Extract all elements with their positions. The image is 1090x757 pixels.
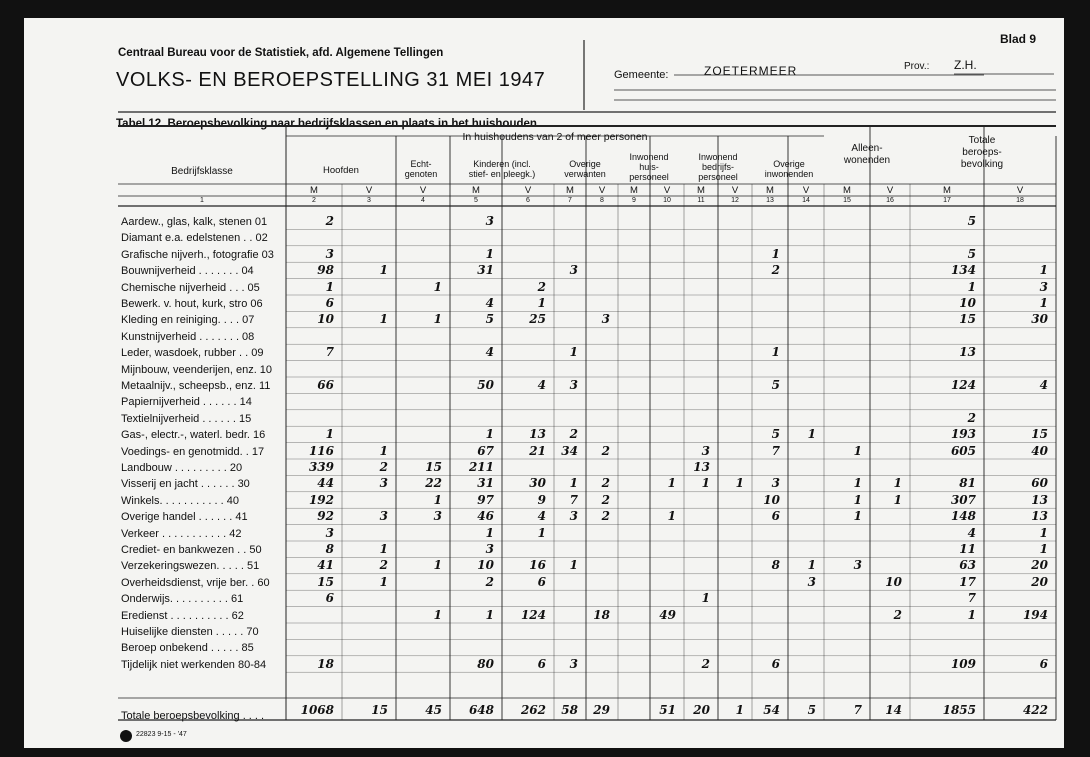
handwritten-value: 13	[693, 460, 710, 474]
handwritten-value: 16	[529, 558, 546, 573]
total-value: 5	[807, 703, 816, 717]
handwritten-value: 1	[967, 607, 976, 622]
handwritten-value: 5	[967, 246, 976, 261]
sex-subheader: M	[472, 185, 480, 196]
handwritten-value: 7	[967, 591, 976, 606]
column-number: 18	[1016, 197, 1024, 204]
handwritten-value: 1	[807, 427, 816, 442]
row-label: Grafische nijverh., fotografie 03	[121, 248, 274, 261]
column-number: 13	[766, 197, 774, 204]
row-label: Verkeer . . . . . . . . . . . 42	[121, 527, 242, 540]
handwritten-value: 1	[379, 263, 388, 278]
handwritten-value: 22	[425, 476, 442, 491]
total-value: 54	[763, 703, 780, 717]
handwritten-value: 25	[529, 312, 546, 327]
total-value: 7	[853, 703, 862, 717]
total-value: 14	[885, 703, 902, 717]
row-label: Verzekeringswezen. . . . . 51	[121, 560, 260, 573]
handwritten-value: 6	[537, 574, 546, 589]
handwritten-value: 307	[950, 492, 976, 507]
handwritten-value: 1	[701, 476, 710, 491]
column-number: 3	[367, 197, 371, 204]
handwritten-value: 2	[601, 476, 610, 491]
handwritten-value: 2	[967, 410, 976, 425]
handwritten-value: 20	[1031, 558, 1048, 573]
handwritten-value: 8	[325, 542, 334, 556]
row-label: Tijdelijk niet werkenden 80-84	[121, 658, 267, 671]
handwritten-value: 7	[325, 345, 334, 360]
handwritten-value: 6	[1039, 656, 1048, 671]
handwritten-value: 1	[537, 296, 546, 310]
sheet-number: Blad 9	[1000, 32, 1037, 46]
handwritten-value: 4	[967, 525, 976, 540]
handwritten-value: 1	[379, 574, 388, 589]
handwritten-value: 1	[485, 427, 494, 442]
row-label: Metaalnijv., scheepsb., enz. 11	[121, 380, 271, 392]
total-value: 58	[561, 703, 578, 717]
sex-subheader: M	[766, 185, 774, 196]
handwritten-value: 2	[701, 656, 710, 671]
handwritten-value: 30	[529, 476, 546, 491]
handwritten-value: 66	[317, 378, 334, 392]
handwritten-value: 193	[950, 427, 976, 442]
total-value: 45	[425, 703, 442, 717]
handwritten-value: 1	[1039, 542, 1048, 556]
cbs-logo-icon	[120, 730, 132, 742]
handwritten-value: 20	[1031, 574, 1048, 589]
row-label: Papiernijverheid . . . . . . 14	[121, 396, 252, 409]
handwritten-value: 1	[485, 246, 494, 261]
handwritten-value: 2	[537, 279, 546, 294]
handwritten-value: 18	[593, 607, 610, 622]
column-number: 16	[886, 197, 894, 204]
total-value: 29	[593, 703, 610, 717]
handwritten-value: 67	[477, 443, 494, 458]
handwritten-value: 21	[529, 443, 546, 458]
total-value: 20	[693, 703, 710, 717]
handwritten-value: 3	[485, 214, 494, 228]
header-echtgenoten: Echt- genoten	[404, 159, 438, 179]
sex-subheader: M	[310, 185, 318, 196]
handwritten-value: 1	[853, 443, 862, 458]
handwritten-value: 7	[569, 492, 578, 507]
print-code: 22823 9-15 - '47	[136, 731, 187, 738]
handwritten-value: 3	[325, 525, 334, 540]
handwritten-value: 6	[537, 656, 546, 671]
handwritten-value: 3	[569, 263, 578, 278]
sex-subheader: V	[886, 185, 894, 196]
handwritten-value: 1	[325, 279, 334, 294]
handwritten-value: 18	[317, 656, 334, 671]
handwritten-value: 63	[959, 558, 976, 573]
handwritten-value: 124	[950, 378, 976, 392]
handwritten-value: 1	[771, 345, 780, 360]
province-label: Prov.:	[904, 61, 930, 72]
total-value: 15	[371, 703, 388, 717]
handwritten-value: 2	[601, 443, 610, 458]
bureau-name: Centraal Bureau voor de Statistiek, afd. Algemene Tellingen	[118, 47, 444, 59]
handwritten-value: 1	[485, 607, 494, 622]
handwritten-value: 1	[853, 509, 862, 524]
handwritten-value: 3	[569, 378, 578, 392]
handwritten-value: 124	[520, 607, 546, 622]
row-label: Mijnbouw, veenderijen, enz. 10	[121, 363, 273, 376]
header-inwonend-huispersoneel: Inwonend huis- personeel	[629, 152, 669, 182]
row-label: Winkels. . . . . . . . . . . 40	[121, 494, 239, 507]
header-overige-verwanten: Overige verwanten	[564, 159, 606, 179]
handwritten-value: 10	[477, 558, 494, 573]
handwritten-value: 1	[853, 476, 862, 491]
handwritten-value: 13	[1031, 492, 1048, 507]
handwritten-value: 50	[477, 378, 494, 392]
column-number: 17	[943, 197, 951, 204]
handwritten-value: 5	[771, 378, 780, 392]
handwritten-value: 3	[485, 542, 494, 556]
handwritten-value: 2	[379, 460, 388, 474]
header-totale-beroepsbevolking: Totale beroeps- bevolking	[960, 135, 1004, 170]
total-value: 51	[659, 703, 676, 717]
header-hoofden: Hoofden	[323, 165, 359, 176]
handwritten-value: 3	[569, 656, 578, 671]
handwritten-value: 1	[569, 345, 578, 360]
handwritten-value: 8	[771, 558, 780, 573]
sex-subheader: M	[843, 185, 851, 196]
handwritten-value: 34	[561, 443, 578, 458]
handwritten-value: 1	[893, 492, 902, 507]
handwritten-value: 1	[485, 525, 494, 540]
handwritten-value: 1	[379, 312, 388, 327]
handwritten-value: 10	[763, 492, 780, 507]
handwritten-value: 194	[1022, 607, 1048, 622]
column-number: 9	[632, 197, 636, 204]
handwritten-value: 4	[537, 378, 546, 392]
handwritten-value: 40	[1031, 443, 1048, 458]
handwritten-value: 3	[807, 574, 816, 589]
handwritten-value: 1	[667, 509, 676, 524]
handwritten-value: 3	[569, 509, 578, 524]
handwritten-value: 1	[433, 492, 442, 507]
handwritten-value: 2	[771, 263, 780, 278]
row-label: Eredienst . . . . . . . . . . 62	[121, 609, 244, 622]
handwritten-value: 97	[477, 492, 494, 507]
sex-subheader: V	[731, 185, 739, 196]
handwritten-value: 3	[1039, 279, 1048, 294]
column-number: 6	[526, 197, 530, 204]
row-label: Chemische nijverheid . . . 05	[121, 281, 260, 294]
column-number: 4	[421, 197, 425, 204]
handwritten-value: 3	[379, 509, 388, 524]
handwritten-value: 1	[433, 558, 442, 573]
handwritten-value: 2	[379, 558, 388, 573]
row-label: Diamant e.a. edelstenen . . 02	[121, 232, 268, 245]
row-label: Bouwnijverheid . . . . . . . 04	[121, 265, 254, 278]
handwritten-value: 2	[569, 427, 578, 442]
handwritten-value: 10	[885, 574, 902, 589]
handwritten-value: 1	[967, 279, 976, 294]
column-number: 1	[200, 197, 204, 204]
header-kinderen: Kinderen (incl. stief- en pleegk.)	[468, 159, 536, 179]
sex-subheader: V	[419, 185, 427, 196]
handwritten-value: 192	[308, 492, 334, 507]
handwritten-value: 17	[959, 574, 976, 589]
handwritten-value: 1	[701, 591, 710, 606]
handwritten-value: 211	[468, 460, 494, 474]
handwritten-value: 1	[1039, 263, 1048, 278]
handwritten-value: 11	[959, 542, 976, 556]
handwritten-value: 13	[959, 345, 976, 360]
handwritten-value: 605	[950, 443, 976, 458]
province-value: Z.H.	[954, 58, 977, 72]
handwritten-value: 10	[959, 296, 976, 310]
row-label: Visserij en jacht . . . . . . 30	[121, 478, 250, 491]
total-value: 1068	[300, 703, 334, 717]
handwritten-value: 1	[893, 476, 902, 491]
handwritten-value: 3	[433, 509, 442, 524]
handwritten-value: 5	[771, 427, 780, 442]
row-label: Leder, wasdoek, rubber . . 09	[121, 347, 264, 360]
row-label: Overheidsdienst, vrije ber. . 60	[121, 576, 270, 589]
handwritten-value: 1	[853, 492, 862, 507]
handwritten-value: 10	[317, 312, 334, 327]
handwritten-value: 15	[317, 574, 334, 589]
handwritten-value: 1	[771, 246, 780, 261]
handwritten-value: 2	[485, 574, 494, 589]
handwritten-value: 44	[317, 476, 334, 491]
handwritten-value: 49	[659, 607, 676, 622]
handwritten-value: 7	[771, 443, 780, 458]
handwritten-value: 98	[317, 263, 334, 278]
handwritten-value: 4	[485, 345, 494, 360]
handwritten-value: 81	[959, 476, 976, 491]
handwritten-value: 80	[477, 656, 494, 671]
row-label: Aardew., glas, kalk, stenen 01	[121, 216, 268, 228]
row-label: Landbouw . . . . . . . . . 20	[121, 462, 243, 474]
total-value: 262	[520, 703, 546, 717]
row-label: Huiselijke diensten . . . . . 70	[121, 626, 259, 638]
handwritten-value: 1	[537, 525, 546, 540]
handwritten-value: 148	[950, 509, 976, 524]
row-label: Gas-, electr.-, waterl. bedr. 16	[121, 429, 266, 442]
handwritten-value: 3	[325, 246, 334, 261]
handwritten-value: 3	[601, 312, 610, 327]
row-label: Crediet- en bankwezen . . 50	[121, 544, 262, 556]
total-value: 648	[468, 703, 494, 717]
column-number: 2	[312, 197, 316, 204]
sex-subheader: V	[365, 185, 373, 196]
total-value: 1855	[942, 703, 976, 717]
handwritten-value: 92	[317, 509, 334, 524]
handwritten-value: 339	[308, 460, 334, 474]
handwritten-value: 6	[771, 656, 780, 671]
sex-subheader: V	[598, 185, 606, 196]
total-value: 1	[735, 703, 744, 717]
handwritten-value: 1	[379, 542, 388, 556]
handwritten-value: 1	[379, 443, 388, 458]
table-title: Tabel 12. Beroepsbevolking naar bedrijfsklassen en plaats in het huishouden	[116, 118, 537, 130]
handwritten-value: 41	[317, 558, 334, 573]
handwritten-value: 2	[601, 509, 610, 524]
handwritten-value: 2	[601, 492, 610, 507]
total-row-label: Totale beroepsbevolking . . . .	[121, 710, 265, 722]
handwritten-value: 4	[485, 296, 494, 310]
handwritten-value: 4	[1039, 378, 1048, 392]
handwritten-value: 3	[701, 443, 710, 458]
handwritten-value: 31	[477, 263, 494, 278]
row-label: Overige handel . . . . . . 41	[121, 511, 248, 524]
column-number: 14	[802, 197, 810, 204]
column-number: 12	[731, 197, 739, 204]
handwritten-value: 13	[529, 427, 546, 442]
column-number: 15	[843, 197, 851, 204]
handwritten-value: 1	[433, 607, 442, 622]
row-label: Kunstnijverheid . . . . . . . 08	[121, 330, 255, 343]
census-form-sheet	[24, 18, 1064, 748]
handwritten-value: 2	[325, 214, 334, 228]
handwritten-value: 6	[325, 296, 334, 310]
handwritten-value: 60	[1031, 476, 1048, 491]
handwritten-value: 1	[569, 558, 578, 573]
handwritten-value: 31	[477, 476, 494, 491]
handwritten-value: 1	[735, 476, 744, 491]
column-number: 10	[663, 197, 671, 204]
handwritten-value: 5	[967, 214, 976, 228]
handwritten-value: 3	[771, 476, 780, 491]
handwritten-value: 109	[950, 656, 976, 671]
row-label: Onderwijs. . . . . . . . . . 61	[121, 593, 244, 606]
handwritten-value: 1	[1039, 525, 1048, 540]
column-number: 7	[568, 197, 572, 204]
handwritten-value: 13	[1031, 509, 1048, 524]
header-group-huishoudens: In huishoudens van 2 of meer personen	[462, 131, 648, 143]
sex-subheader: M	[697, 185, 705, 196]
handwritten-value: 30	[1031, 312, 1048, 327]
handwritten-value: 5	[485, 312, 494, 327]
sex-subheader: M	[566, 185, 574, 196]
header-overige-inwonenden: Overige inwonenden	[764, 159, 814, 179]
sex-subheader: V	[1016, 185, 1024, 196]
handwritten-value: 1	[325, 427, 334, 442]
row-label: Voedings- en genotmidd. . 17	[121, 445, 265, 458]
row-label: Textielnijverheid . . . . . . 15	[121, 412, 252, 425]
handwritten-value: 15	[1031, 427, 1048, 442]
column-number: 11	[697, 197, 705, 204]
sex-subheader: V	[524, 185, 532, 196]
header-alleenwonenden: Alleen- wonenden	[843, 143, 891, 166]
handwritten-value: 1	[433, 312, 442, 327]
handwritten-value: 1	[433, 279, 442, 294]
sex-subheader: V	[663, 185, 671, 196]
handwritten-value: 3	[379, 476, 388, 491]
handwritten-value: 1	[1039, 296, 1048, 310]
row-label: Beroep onbekend . . . . . 85	[121, 642, 254, 655]
handwritten-value: 4	[537, 509, 546, 524]
handwritten-value: 3	[853, 558, 862, 573]
row-label: Bewerk. v. hout, kurk, stro 06	[121, 298, 263, 310]
column-number: 5	[474, 197, 478, 204]
handwritten-value: 6	[325, 591, 334, 606]
handwritten-value: 116	[308, 443, 334, 458]
handwritten-value: 2	[893, 607, 902, 622]
handwritten-value: 9	[537, 492, 546, 507]
handwritten-value: 1	[807, 558, 816, 573]
row-label: Kleding en reiniging. . . . 07	[121, 314, 255, 327]
sex-subheader: M	[943, 185, 951, 196]
handwritten-value: 15	[959, 312, 976, 327]
form-title: VOLKS- EN BEROEPSTELLING 31 MEI 1947	[116, 69, 546, 91]
handwritten-value: 1	[569, 476, 578, 491]
gemeente-value: ZOETERMEER	[704, 64, 798, 78]
gemeente-label: Gemeente:	[614, 69, 669, 81]
handwritten-value: 134	[950, 263, 976, 278]
total-value: 422	[1022, 703, 1048, 717]
handwritten-value: 6	[771, 509, 780, 524]
sex-subheader: V	[802, 185, 810, 196]
header-inwonend-bedrijfspersoneel: Inwonend bedrijfs- personeel	[698, 152, 738, 182]
header-bedrijfsklasse: Bedrijfsklasse	[171, 166, 233, 177]
handwritten-value: 1	[667, 476, 676, 491]
column-number: 8	[600, 197, 604, 204]
sex-subheader: M	[630, 185, 638, 196]
handwritten-value: 15	[425, 460, 442, 474]
handwritten-value: 46	[477, 509, 494, 524]
